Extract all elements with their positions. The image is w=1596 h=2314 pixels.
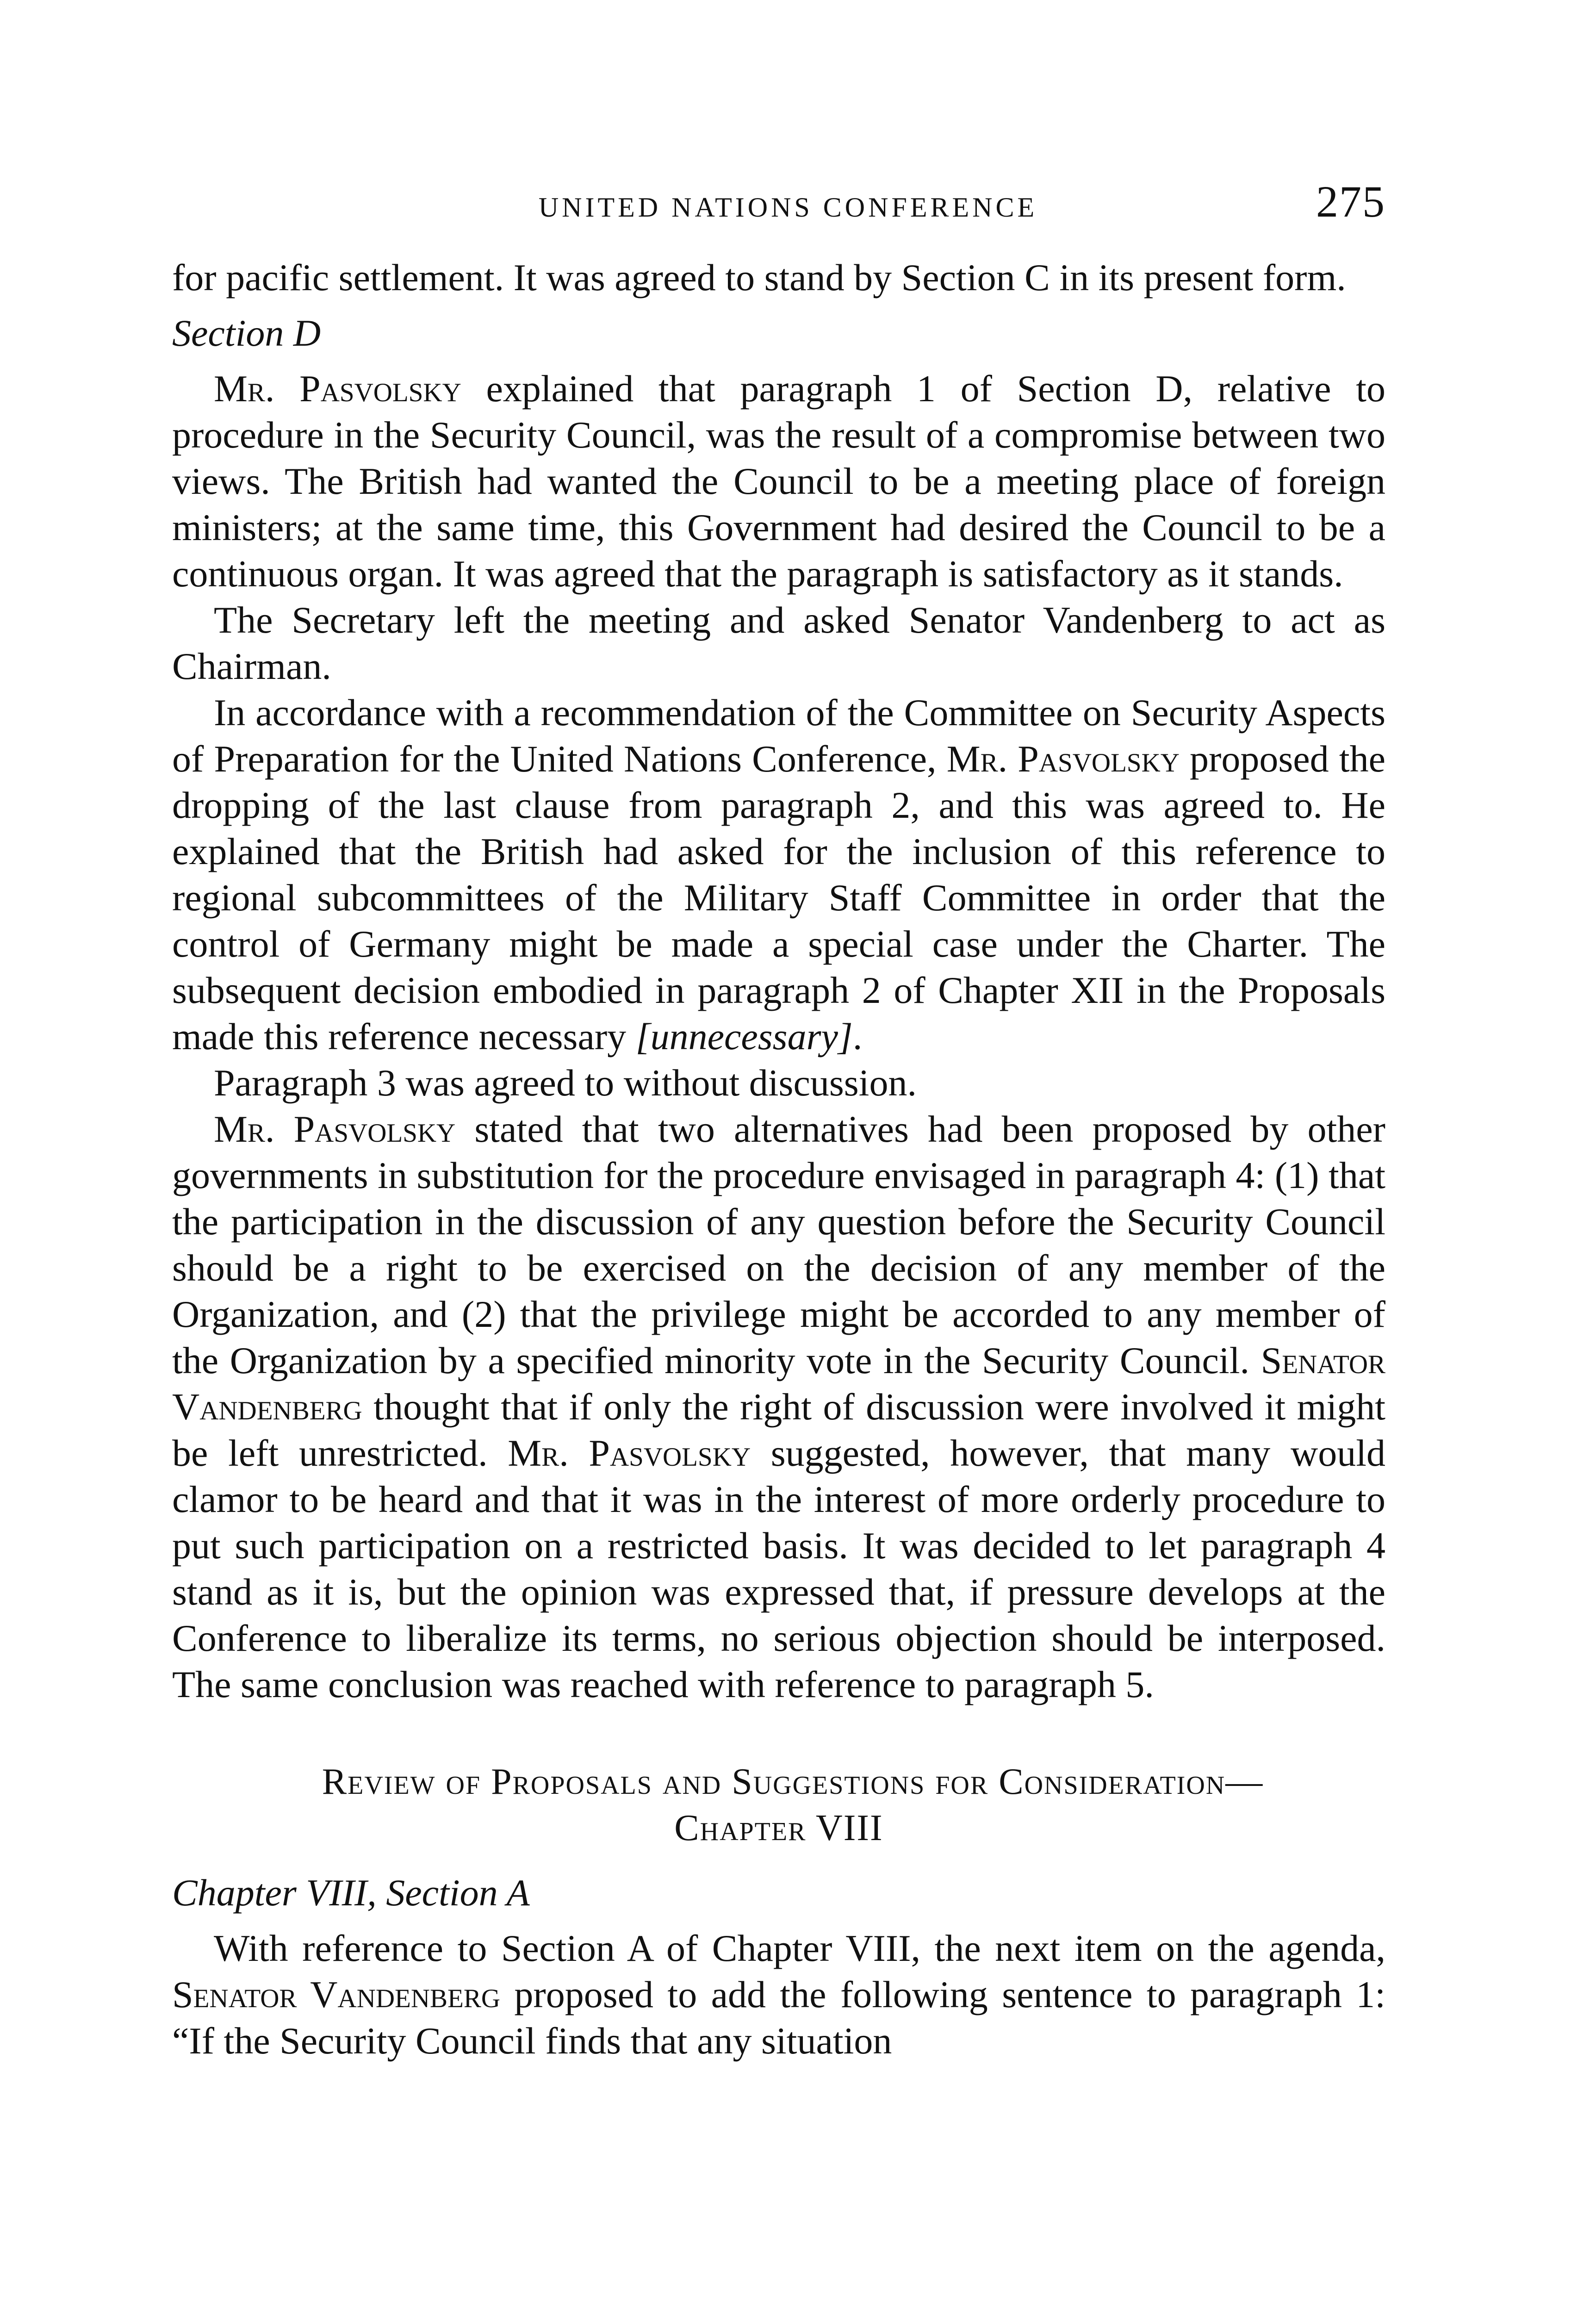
running-header	[172, 176, 1385, 231]
chapter-viii-section-a-heading: Chapter VIII, Section A	[172, 1872, 530, 1914]
paragraph-continuation: for pacific settlement. It was agreed to stand by Section C in its present form.	[172, 256, 1346, 299]
paragraph-text: thought that if only the right of discussion were involved it might be left unrestricted.	[172, 1386, 1385, 1474]
paragraph-text: proposed to add the following sentence to paragraph 1: “If the Security Council finds that any situation	[172, 1973, 1385, 2062]
paragraph-text: stated that two alternatives had been proposed by other governments in substitution for the procedure envisaged in paragraph 4: (1) that the participation in the discussion of any question before the Security Council should be a right to be exercised on the decision of any member of the Organization, and (2) that the privilege might be accorded to any member of the Organization by a specified minority vote in the Security Council.	[172, 1108, 1385, 1381]
speaker-name: Mr. Pasvolsky	[508, 1432, 751, 1474]
paragraph-accordance	[172, 690, 1385, 1060]
speaker-name: Mr. Pasvolsky	[214, 1108, 456, 1150]
paragraph-secretary-left: The Secretary left the meeting and asked Senator Vandenberg to act as Chairman.	[172, 599, 1385, 687]
review-heading	[172, 1759, 1385, 1851]
paragraph-text: With reference to Section A of Chapter VIII, the next item on the agenda,	[214, 1927, 1385, 1969]
paragraph-section-d	[172, 366, 1385, 597]
paragraph-paragraph3: Paragraph 3 was agreed to without discussion.	[214, 1062, 917, 1104]
editorial-correction: [unnecessary]	[635, 1015, 853, 1057]
section-d-heading: Section D	[172, 312, 321, 354]
speaker-name: Mr. Pasvolsky	[946, 738, 1180, 780]
paragraph-text: In accordance with a recommendation of the Committee on Security Aspects of Preparation for the United Nations Conference,	[172, 691, 1385, 780]
speaker-name: Senator Vandenberg	[172, 1339, 1385, 1428]
paragraph-chapter-viii	[172, 1925, 1385, 2064]
paragraph-text: suggested, however, that many would clamor to be heard and that it was in the interest of more orderly procedure to put such participation on a restricted basis. It was decided to let paragraph 4 stand as it is, but the opinion was expressed that, if pressure develops at the Conference to liberalize its terms, no serious objection should be interposed. The same conclusion was reached with reference to paragraph 5.	[172, 1432, 1385, 1705]
paragraph-text: .	[852, 1015, 863, 1057]
running-title: UNITED NATIONS CONFERENCE	[538, 192, 1038, 223]
page-number: 275	[1316, 177, 1385, 226]
paragraph-alternatives	[172, 1106, 1385, 1708]
review-heading-line2: Chapter VIII	[674, 1808, 883, 1848]
paragraph-text: explained that paragraph 1 of Section D, relative to procedure in the Security Council, was the result of a compromise between two views. The British had wanted the Council to be a meeting place of foreign ministers; at the same time, this Government had desired the Council to be a continuous organ. It was agreed that the paragraph is satisfactory as it stands.	[172, 367, 1385, 595]
speaker-name: Mr. Pasvolsky	[214, 367, 461, 410]
paragraph-text: proposed the dropping of the last clause from paragraph 2, and this was agreed to. He explained that the British had asked for the inclusion of this reference to regional subcommittees of the Military Staff Committee in order that the control of Germany might be made a special case under the Charter. The subsequent decision embodied in paragraph 2 of Chapter XII in the Proposals made this reference necessary	[172, 738, 1385, 1057]
speaker-name: Senator Vandenberg	[172, 1973, 501, 2015]
review-heading-line1: Review of Proposals and Suggestions for Consideration—	[322, 1761, 1264, 1802]
document-page	[172, 176, 1385, 2064]
